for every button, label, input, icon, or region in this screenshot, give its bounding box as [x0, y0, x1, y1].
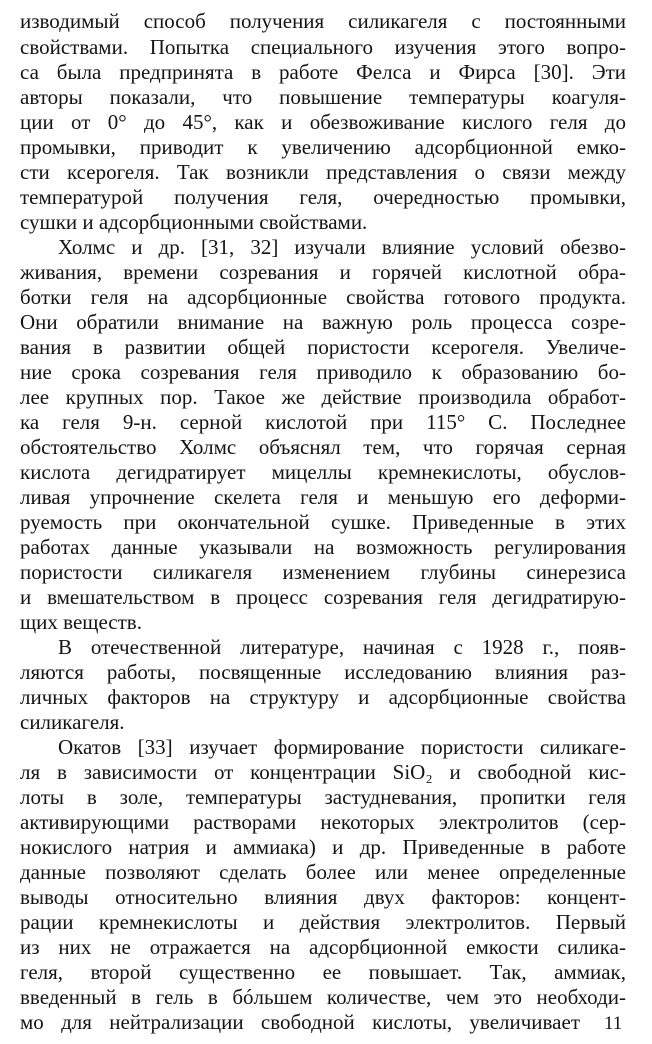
- text-line: температурой получения геля, очередностью промывки,: [20, 185, 626, 209]
- text-line: ка геля 9-н. серной кислотой при 115° С. Последнее: [20, 410, 626, 434]
- text-line: ции от 0° до 45°, как и обезвоживание кислого геля до: [20, 110, 626, 134]
- text-line: пористости силикагеля изменением глубины синерезиса: [20, 560, 626, 584]
- text-line: сушки и адсорбционными свойствами.: [20, 210, 368, 234]
- text-line: активирующими растворами некоторых электролитов (сер-: [20, 810, 626, 834]
- text-line: мо для нейтрализации свободной кислоты, увеличивает: [20, 1010, 580, 1034]
- text-line: личных факторов на структуру и адсорбционные свойства: [20, 685, 626, 709]
- text-line: рации кремнекислоты и действия электролитов. Первый: [20, 910, 626, 934]
- text-line: нокислого натрия и аммиака) и др. Приведенные в работе: [20, 835, 626, 859]
- page-number: 11: [604, 1013, 623, 1034]
- text-line: живания, времени созревания и горячей кислотной обра-: [20, 260, 626, 284]
- text-line: ботки геля на адсорбционные свойства готового продукта.: [20, 285, 626, 309]
- paragraph-first-line: В отечественной литературе, начиная с 1928 г., появ-: [58, 635, 626, 659]
- text-line: авторы показали, что повышение температуры коагуля-: [20, 85, 626, 109]
- text-line: Они обратили внимание на важную роль процесса созре-: [20, 310, 626, 334]
- text-line: обстоятельство Холмс объяснял тем, что горячая серная: [20, 435, 626, 459]
- text-line: введенный в гель в бóльшем количестве, чем это необходи-: [20, 985, 626, 1009]
- text-line: лоты в золе, температуры застудневания, пропитки геля: [20, 785, 626, 809]
- text-line: и вмешательством в процесс созревания геля дегидратирую-: [20, 585, 626, 609]
- text-line: ляются работы, посвященные исследованию влияния раз-: [20, 660, 626, 684]
- text-line: вания в развитии общей пористости ксерогеля. Увеличе-: [20, 335, 626, 359]
- paragraph-first-line: Окатов [33] изучает формирование пористости силикаге-: [58, 735, 626, 759]
- text-line: руемость при окончательной сушке. Приведенные в этих: [20, 510, 626, 534]
- text-line: ля в зависимости от концентрации SiO₂ и свободной кис-: [20, 760, 626, 784]
- text-line: са была предпринята в работе Фелса и Фирса [30]. Эти: [20, 60, 626, 84]
- text-line: свойствами. Попытка специального изучения этого вопро-: [20, 35, 626, 59]
- text-line: ливая упрочнение скелета геля и меньшую его деформи-: [20, 485, 626, 509]
- text-line: геля, второй существенно ее повышает. Так, аммиак,: [20, 960, 626, 984]
- text-line: лее крупных пор. Такое же действие производила обработ-: [20, 385, 626, 409]
- text-line: кислота дегидратирует мицеллы кремнекислоты, обуслов-: [20, 460, 626, 484]
- text-line: щих веществ.: [20, 610, 142, 634]
- text-line: сти ксерогеля. Так возникли представления о связи между: [20, 160, 626, 184]
- text-line: промывки, приводит к увеличению адсорбционной емко-: [20, 135, 626, 159]
- text-line: выводы относительно влияния двух факторов: концент-: [20, 885, 626, 909]
- text-line: работах данные указывали на возможность регулирования: [20, 535, 626, 559]
- text-line: из них не отражается на адсорбционной емкости силика-: [20, 935, 626, 959]
- text-line: изводимый способ получения силикагеля с постоянными: [20, 9, 626, 33]
- text-line: данные позволяют сделать более или менее определенные: [20, 860, 626, 884]
- paragraph-first-line: Холмс и др. [31, 32] изучали влияние условий обезво-: [58, 235, 626, 259]
- text-line: силикагеля.: [20, 710, 125, 734]
- text-line: ние срока созревания геля приводило к образованию бо-: [20, 360, 626, 384]
